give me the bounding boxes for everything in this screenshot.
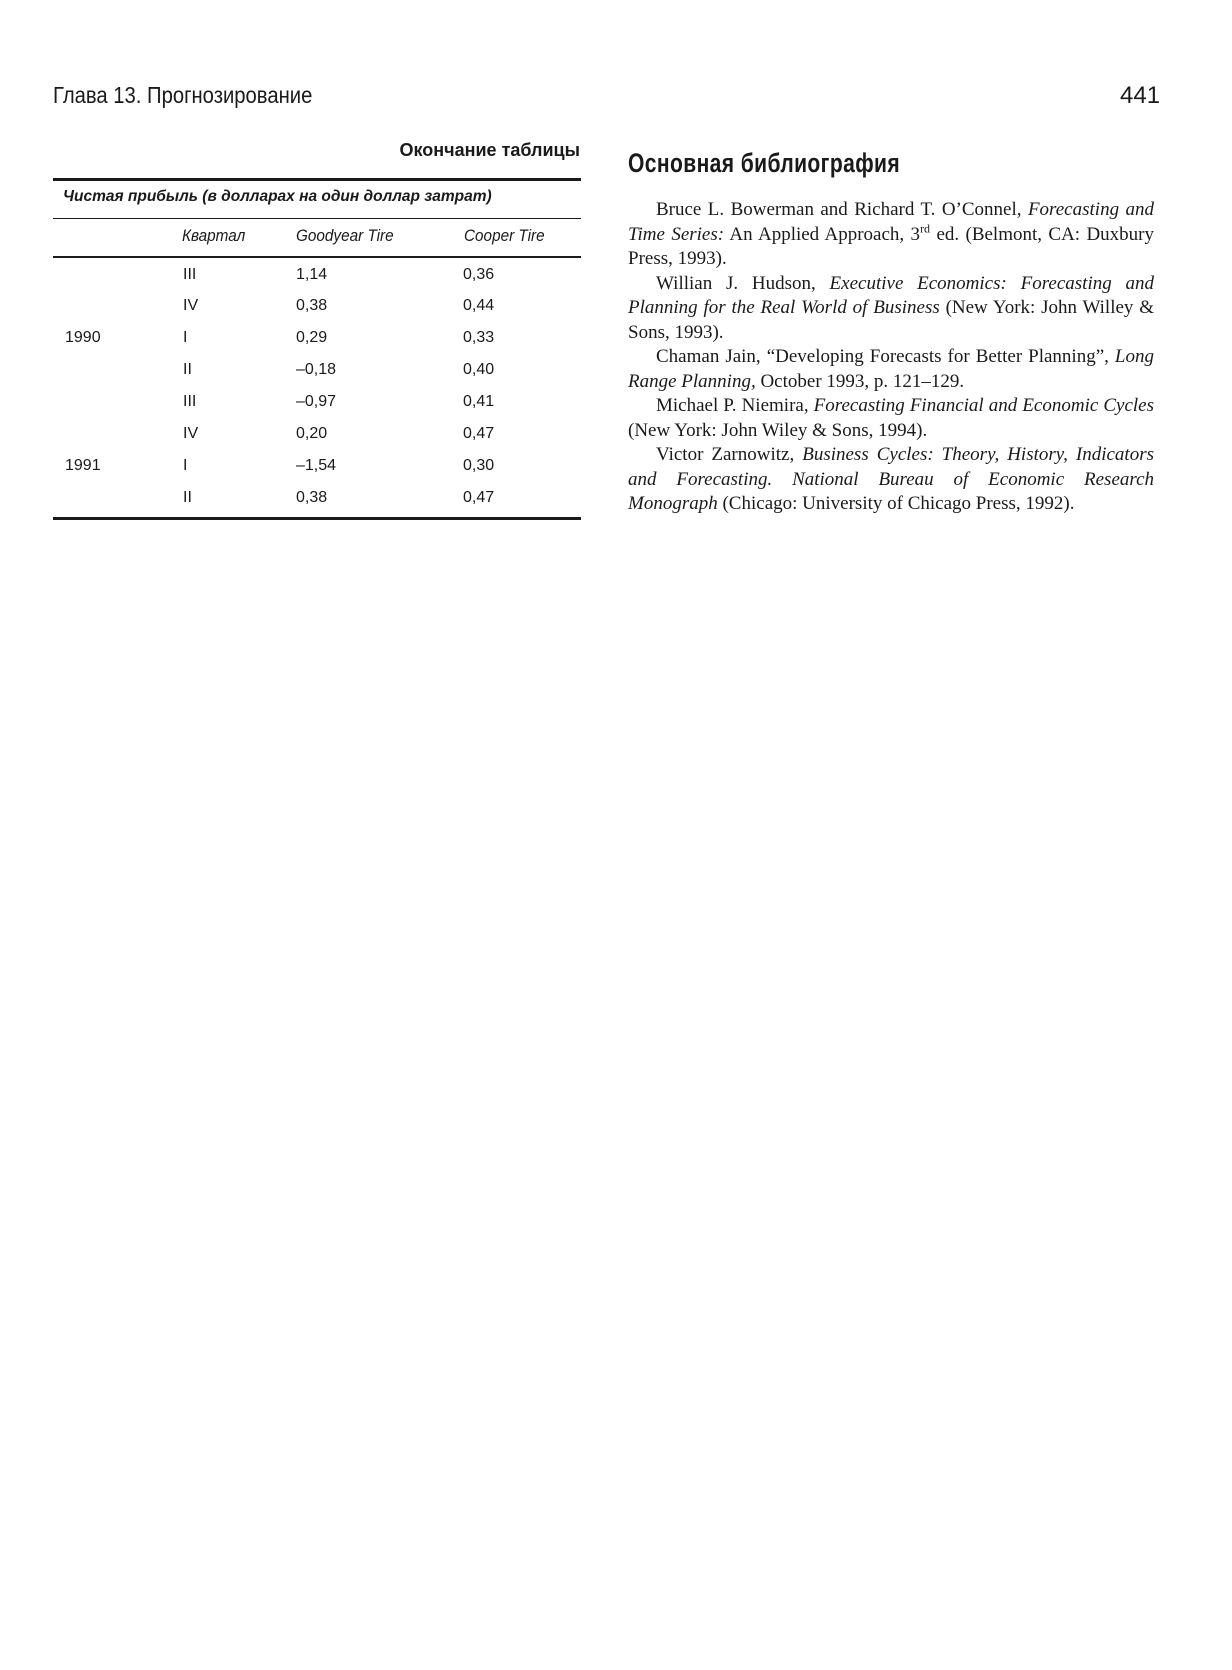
table-top-rule bbox=[53, 178, 581, 181]
table-title-rule bbox=[53, 218, 581, 219]
table-row bbox=[53, 425, 581, 457]
cell-goodyear: 1,14 bbox=[296, 266, 328, 283]
entry-publication: October 1993, p. 121–129. bbox=[755, 370, 965, 392]
cell-cooper: 0,47 bbox=[463, 489, 495, 506]
cell-quarter: I bbox=[183, 329, 188, 346]
cell-cooper: 0,30 bbox=[463, 457, 495, 474]
cell-goodyear: –0,97 bbox=[296, 393, 337, 410]
page-number: 441 bbox=[1120, 82, 1161, 109]
table-title: Чистая прибыль (в долларах на один доллар затрат) bbox=[63, 188, 492, 205]
cell-quarter: II bbox=[183, 489, 192, 506]
entry-authors: Michael P. Niemira, bbox=[656, 395, 814, 416]
column-header-goodyear: Goodyear Tire bbox=[296, 226, 394, 245]
bibliography-entry bbox=[628, 394, 1154, 443]
cell-year: 1990 bbox=[65, 329, 101, 346]
running-head: Глава 13. Прогнозирование bbox=[53, 82, 313, 108]
bibliography-heading: Основная библиография bbox=[628, 148, 901, 178]
cell-cooper: 0,40 bbox=[463, 361, 495, 378]
cell-goodyear: 0,20 bbox=[296, 425, 328, 442]
cell-year: 1991 bbox=[65, 457, 101, 474]
entry-authors: Chaman Jain, “Developing Forecasts for Better Planning”, bbox=[656, 346, 1115, 367]
cell-quarter: IV bbox=[183, 297, 199, 314]
cell-cooper: 0,33 bbox=[463, 329, 495, 346]
entry-superscript: rd bbox=[920, 221, 931, 236]
table-bottom-rule bbox=[53, 517, 581, 520]
cell-goodyear: –0,18 bbox=[296, 361, 337, 378]
column-header-cooper: Cooper Tire bbox=[464, 226, 545, 245]
entry-title: Forecasting and Time Series: bbox=[628, 199, 1154, 245]
entry-text: An Applied Approach, 3 bbox=[724, 223, 921, 245]
cell-quarter: III bbox=[183, 393, 197, 410]
bibliography-entry bbox=[628, 345, 1154, 394]
cell-goodyear: 0,38 bbox=[296, 489, 328, 506]
entry-title: Executive Economics: Forecasting and Planning for the Real World of Business bbox=[628, 272, 1154, 318]
table-row bbox=[53, 297, 581, 329]
entry-authors: Bruce L. Bowerman and Richard T. O’Connel, bbox=[656, 199, 1028, 220]
cell-goodyear: –1,54 bbox=[296, 457, 337, 474]
cell-quarter: II bbox=[183, 361, 192, 378]
entry-publication: ed. (Belmont, CA: Duxbury Press, 1993). bbox=[628, 223, 1154, 269]
entry-title: Forecasting Financial and Economic Cycles bbox=[813, 395, 1155, 416]
cell-cooper: 0,36 bbox=[463, 266, 495, 283]
bibliography-entry bbox=[628, 198, 1154, 272]
bibliography-entry bbox=[628, 443, 1154, 517]
table-row bbox=[53, 393, 581, 425]
entry-publication: (Chicago: University of Chicago Press, 1992). bbox=[717, 493, 1075, 514]
bibliography-list bbox=[628, 198, 1154, 517]
entry-authors: Victor Zarnowitz, bbox=[656, 444, 803, 465]
cell-goodyear: 0,38 bbox=[296, 297, 328, 314]
cell-quarter: I bbox=[183, 457, 188, 474]
entry-authors: Willian J. Hudson, bbox=[656, 272, 830, 294]
entry-publication: (New York: John Wiley & Sons, 1994). bbox=[628, 419, 928, 441]
cell-cooper: 0,44 bbox=[463, 297, 495, 314]
table-row bbox=[53, 361, 581, 393]
entry-title: Long Range Planning, bbox=[628, 346, 1154, 392]
bibliography-entry bbox=[628, 272, 1154, 346]
entry-title: Business Cycles: Theory, History, Indicators and Forecasting. National Bureau of Economic Research Monograph bbox=[628, 444, 1154, 514]
table-row bbox=[53, 329, 581, 361]
table-caption: Окончание таблицы bbox=[399, 140, 580, 160]
table-header-rule bbox=[53, 256, 581, 258]
cell-quarter: IV bbox=[183, 425, 199, 442]
table-row bbox=[53, 266, 581, 298]
column-header-quarter: Квартал bbox=[182, 226, 246, 245]
cell-quarter: III bbox=[183, 266, 197, 283]
table-row bbox=[53, 457, 581, 489]
cell-goodyear: 0,29 bbox=[296, 329, 328, 346]
cell-cooper: 0,41 bbox=[463, 393, 495, 410]
entry-publication: (New York: John Willey & Sons, 1993). bbox=[628, 297, 1155, 343]
cell-cooper: 0,47 bbox=[463, 425, 495, 442]
